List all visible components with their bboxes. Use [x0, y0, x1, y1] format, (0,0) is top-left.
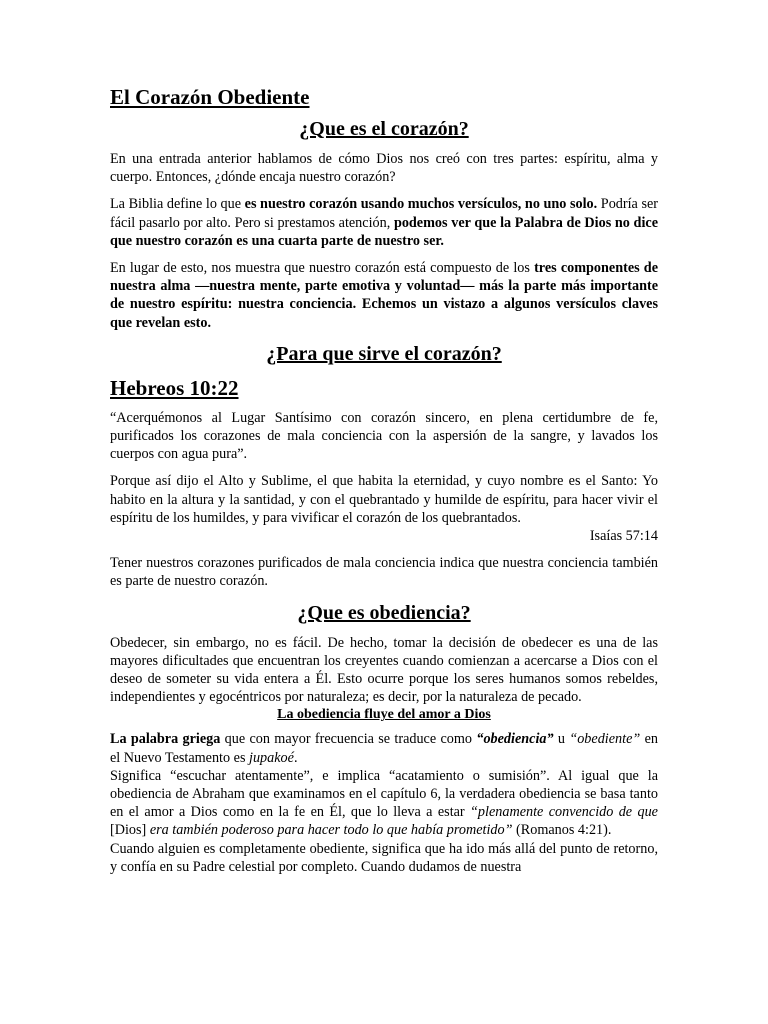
- bold-text: tres componentes de nuestra alma —nuestra mente, parte emotiva y voluntad— más la parte más importante de nuestro espíritu: nuestra conciencia. Echemos un vistazo a algunos versículos claves que revelan esto.: [110, 260, 658, 331]
- paragraph: [110, 259, 658, 332]
- italic-text: jupakoé: [249, 749, 294, 766]
- bold-italic-text: “obediencia”: [476, 731, 554, 748]
- text-run: En lugar de esto, nos muestra que nuestro corazón está compuesto de los: [110, 260, 535, 277]
- sub-heading-obediencia-fluye: La obediencia fluye del amor a Dios: [277, 707, 491, 723]
- section-heading-que-es-corazon: ¿Que es el corazón?: [299, 118, 469, 140]
- verse-heading-hebreos: Hebreos 10:22: [110, 375, 239, 400]
- bold-text: es nuestro corazón usando muchos versículos, no uno solo.: [244, 196, 598, 213]
- bold-text: La palabra griega: [110, 731, 221, 748]
- text-run: en el Nuevo Testamento es: [110, 731, 658, 766]
- italic-text: era también poderoso para hacer todo lo que había prometido”: [149, 822, 513, 839]
- text-run: u: [553, 731, 570, 748]
- verse-quote: “Acerquémonos al Lugar Santísimo con corazón sincero, en plena certidumbre de fe, purificados los corazones de mala conciencia con la aspersión de la sangre, y lavados los cuerpos con agua pura”.: [110, 409, 658, 463]
- paragraph: Tener nuestros corazones purificados de mala conciencia indica que nuestra conciencia también es parte de nuestro corazón.: [110, 555, 658, 590]
- text-run: [Dios]: [110, 822, 150, 839]
- section-heading-que-es-obediencia: ¿Que es obediencia?: [297, 601, 471, 624]
- paragraph: Obedecer, sin embargo, no es fácil. De hecho, tomar la decisión de obedecer es una de las mayores dificultades que encuentran los creyentes cuando comienzan a acercarse a Dios con el deseo de someter su vida entera a Él. Esto ocurre porque los seres humanos somos rebeldes, independientes y egocéntricos por naturaleza; es decir, por la naturaleza de pecado.: [110, 634, 658, 706]
- text-run: La Biblia define lo que: [110, 196, 245, 213]
- verse-quote: Porque así dijo el Alto y Sublime, el que habita la eternidad, y cuyo nombre es el Santo: Yo habito en la altura y la santidad, y con el quebrantado y humilde de espíritu, para hacer vivir el espíritu de los humildes, y para vivificar el corazón de los quebrantados.: [110, 473, 658, 526]
- text-run: que con mayor frecuencia se traduce como: [220, 731, 477, 748]
- verse-reference: Isaías 57:14: [589, 528, 658, 545]
- paragraph: [110, 730, 658, 766]
- text-run: Significa “escuchar atentamente”, e implica “acatamiento o sumisión”. Al igual que la obediencia de Abraham que examinamos en el capítulo 6, la verdadera obediencia se basa tanto en el amor a Dios como en la fe en Él, que lo lleva a estar: [110, 767, 658, 821]
- document-title: El Corazón Obediente: [110, 85, 310, 109]
- paragraph: [110, 195, 658, 250]
- text-run: .: [293, 749, 298, 766]
- italic-text: “obediente”: [569, 731, 641, 748]
- text-run: Podría ser fácil pasarlo por alto. Pero si prestamos atención,: [110, 196, 658, 231]
- paragraph: [110, 767, 658, 840]
- section-heading-para-que-sirve: ¿Para que sirve el corazón?: [266, 342, 502, 365]
- italic-text: “plenamente convencido de que: [470, 804, 658, 821]
- text-run: (Romanos 4:21).: [512, 822, 612, 839]
- bold-text: podemos ver que la Palabra de Dios no dice que nuestro corazón es una cuarta parte de nuestro ser.: [110, 214, 658, 249]
- paragraph: Cuando alguien es completamente obediente, significa que ha ido más allá del punto de retorno, y confía en su Padre celestial por completo. Cuando dudamos de nuestra: [110, 840, 658, 875]
- paragraph: En una entrada anterior hablamos de cómo Dios nos creó con tres partes: espíritu, alma y cuerpo. Entonces, ¿dónde encaja nuestro corazón?: [110, 151, 658, 186]
